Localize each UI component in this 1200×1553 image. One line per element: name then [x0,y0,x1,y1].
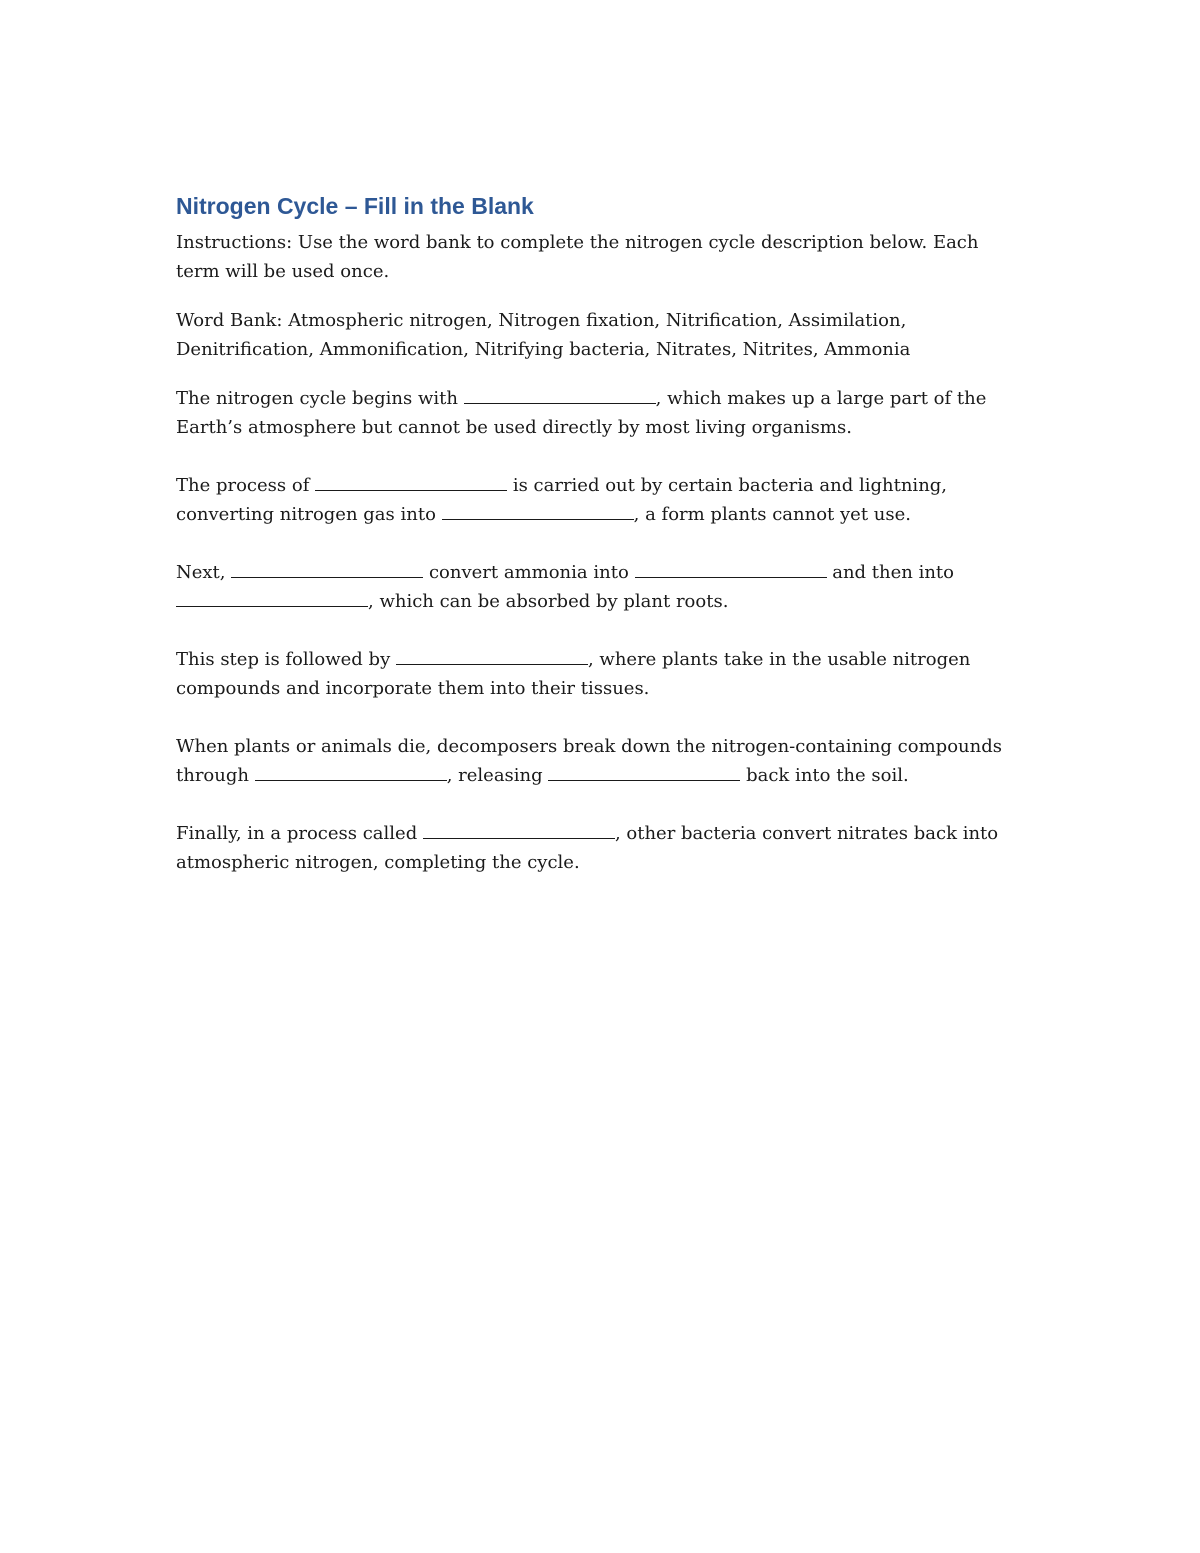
blank-1[interactable] [464,388,656,404]
paragraph-5 [176,732,1026,790]
paragraph-text: , where plants take in the usable nitrogen compounds and incorporate them into their tissues. [176,649,971,699]
paragraph-1 [176,384,1026,442]
paragraph-text: and then into [826,562,955,583]
paragraph-6 [176,819,1026,877]
paragraph-3 [176,558,1026,616]
paragraph-2 [176,471,1026,529]
paragraph-text: This step is followed by [176,649,396,670]
blank-9[interactable] [548,765,740,781]
blank-7[interactable] [396,649,588,665]
blank-5[interactable] [635,562,827,578]
blank-6[interactable] [176,591,368,607]
paragraph-text: The nitrogen cycle begins with [176,388,464,409]
paragraph-text: , releasing [446,765,549,786]
blank-8[interactable] [255,765,447,781]
paragraph-text: Finally, in a process called [176,823,423,844]
paragraph-4 [176,645,1026,703]
blank-4[interactable] [231,562,423,578]
paragraph-text: When plants or animals die, decomposers break down the nitrogen-containing compounds through [176,736,1002,786]
paragraph-text: back into the soil. [740,765,909,786]
blank-2[interactable] [315,475,507,491]
blank-10[interactable] [423,823,615,839]
instructions-text: Instructions: Use the word bank to complete the nitrogen cycle description below. Each term will be used once. [176,232,979,282]
paragraph-text: Next, [176,562,232,583]
paragraph-text: convert ammonia into [423,562,635,583]
paragraph-text: , other bacteria convert nitrates back into atmospheric nitrogen, completing the cycle. [176,823,999,873]
paragraph-text: , a form plants cannot yet use. [633,504,911,525]
word-bank: Word Bank: Atmospheric nitrogen, Nitrogen fixation, Nitrification, Assimilation, Denitrification, Ammonification, Nitrifying bacteria, Nitrates, Nitrites, Ammonia [176,310,911,360]
page-title: Nitrogen Cycle – Fill in the Blank [176,193,534,219]
paragraph-text: The process of [176,475,316,496]
document-content [176,188,1026,877]
paragraph-text: , which makes up a large part of the Earth’s atmosphere but cannot be used directly by most living organisms. [176,388,987,438]
paragraph-text: is carried out by certain bacteria and lightning, converting nitrogen gas into [176,475,948,525]
blank-3[interactable] [442,504,634,520]
paragraph-text: , which can be absorbed by plant roots. [368,591,729,612]
